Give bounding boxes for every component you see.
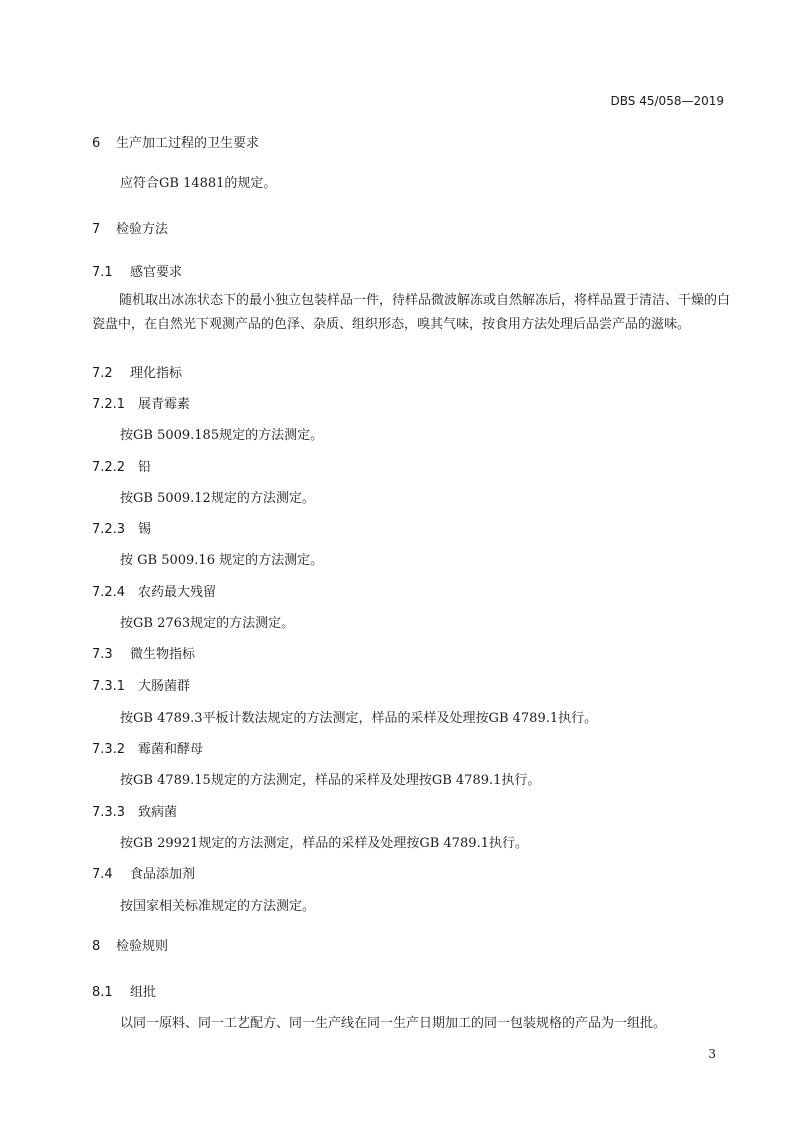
- heading-7-2-1: [92, 393, 190, 412]
- heading-7-3-2: [92, 738, 203, 757]
- heading-title: 感官要求: [130, 265, 183, 280]
- heading-title: 检验方法: [116, 222, 169, 237]
- heading-number: 6: [92, 136, 101, 151]
- heading-number: 7.2.3: [92, 522, 126, 537]
- heading-7-4: [92, 863, 195, 882]
- paragraph-7-3-3: 按GB 29921规定的方法测定，样品的采样及处理按GB 4789.1执行。: [120, 836, 528, 851]
- heading-number: 8.1: [92, 985, 113, 1000]
- heading-number: 7.3.3: [92, 805, 126, 820]
- heading-number: 7.3: [92, 647, 113, 662]
- heading-title: 农药最大残留: [138, 585, 217, 600]
- heading-number: 7.3.2: [92, 742, 126, 757]
- heading-7-2-2: [92, 456, 151, 475]
- heading-7: [92, 218, 168, 237]
- heading-title: 锡: [138, 522, 152, 537]
- heading-number: 7.3.1: [92, 679, 126, 694]
- heading-title: 大肠菌群: [138, 679, 191, 694]
- heading-7-3: [92, 643, 195, 662]
- paragraph-7-3-2: 按GB 4789.15规定的方法测定，样品的采样及处理按GB 4789.1执行。: [120, 773, 541, 788]
- heading-title: 组批: [130, 985, 157, 1000]
- paragraph-7-4: 按国家相关标准规定的方法测定。: [120, 899, 316, 914]
- heading-8: [92, 935, 168, 954]
- heading-7-1: [92, 261, 182, 280]
- paragraph-7-2-2: 按GB 5009.12规定的方法测定。: [120, 491, 315, 506]
- paragraph-7-3-1: 按GB 4789.3平板计数法规定的方法测定，样品的采样及处理按GB 4789.1执行。: [120, 711, 598, 726]
- heading-title: 致病菌: [138, 805, 178, 820]
- heading-number: 7.4: [92, 867, 113, 882]
- heading-7-2-3: [92, 518, 151, 537]
- heading-number: 7.2.1: [92, 397, 126, 412]
- paragraph-7-2-3: 按 GB 5009.16 规定的方法测定。: [120, 553, 324, 568]
- heading-7-2: [92, 362, 182, 381]
- heading-title: 铅: [138, 460, 152, 475]
- standard-code: DBS 45/058—2019: [610, 94, 724, 108]
- heading-title: 理化指标: [130, 366, 183, 381]
- heading-title: 微生物指标: [130, 647, 196, 662]
- heading-title: 检验规则: [116, 939, 169, 954]
- heading-number: 7.2.4: [92, 585, 126, 600]
- page-number: 3: [708, 1047, 716, 1061]
- heading-title: 食品添加剂: [130, 867, 196, 882]
- heading-title: 生产加工过程的卫生要求: [116, 136, 260, 151]
- paragraph-7-2-1: 按GB 5009.185规定的方法测定。: [120, 428, 324, 443]
- heading-title: 展青霉素: [138, 397, 191, 412]
- heading-number: 7: [92, 222, 101, 237]
- heading-8-1: [92, 981, 156, 1000]
- paragraph-7-1: 随机取出冰冻状态下的最小独立包装样品一件，待样品微波解冻或自然解冻后，将样品置于清洁、干燥的白瓷盘中，在自然光下观测产品的色泽、杂质、组织形态，嗅其气味，按食用方法处理后品尝产品的滋味。: [92, 293, 731, 332]
- paragraph-6: 应符合GB 14881的规定。: [120, 176, 277, 191]
- heading-7-3-1: [92, 675, 190, 694]
- heading-7-2-4: [92, 581, 216, 600]
- heading-number: 7.1: [92, 265, 113, 280]
- paragraph-8-1: 以同一原料、同一工艺配方、同一生产线在同一生产日期加工的同一包装规格的产品为一组批。: [120, 1016, 667, 1031]
- heading-6: [92, 132, 259, 151]
- heading-7-3-3: [92, 801, 177, 820]
- heading-number: 8: [92, 939, 101, 954]
- heading-number: 7.2.2: [92, 460, 126, 475]
- heading-number: 7.2: [92, 366, 113, 381]
- paragraph-7-2-4: 按GB 2763规定的方法测定。: [120, 616, 295, 631]
- heading-title: 霉菌和酵母: [138, 742, 204, 757]
